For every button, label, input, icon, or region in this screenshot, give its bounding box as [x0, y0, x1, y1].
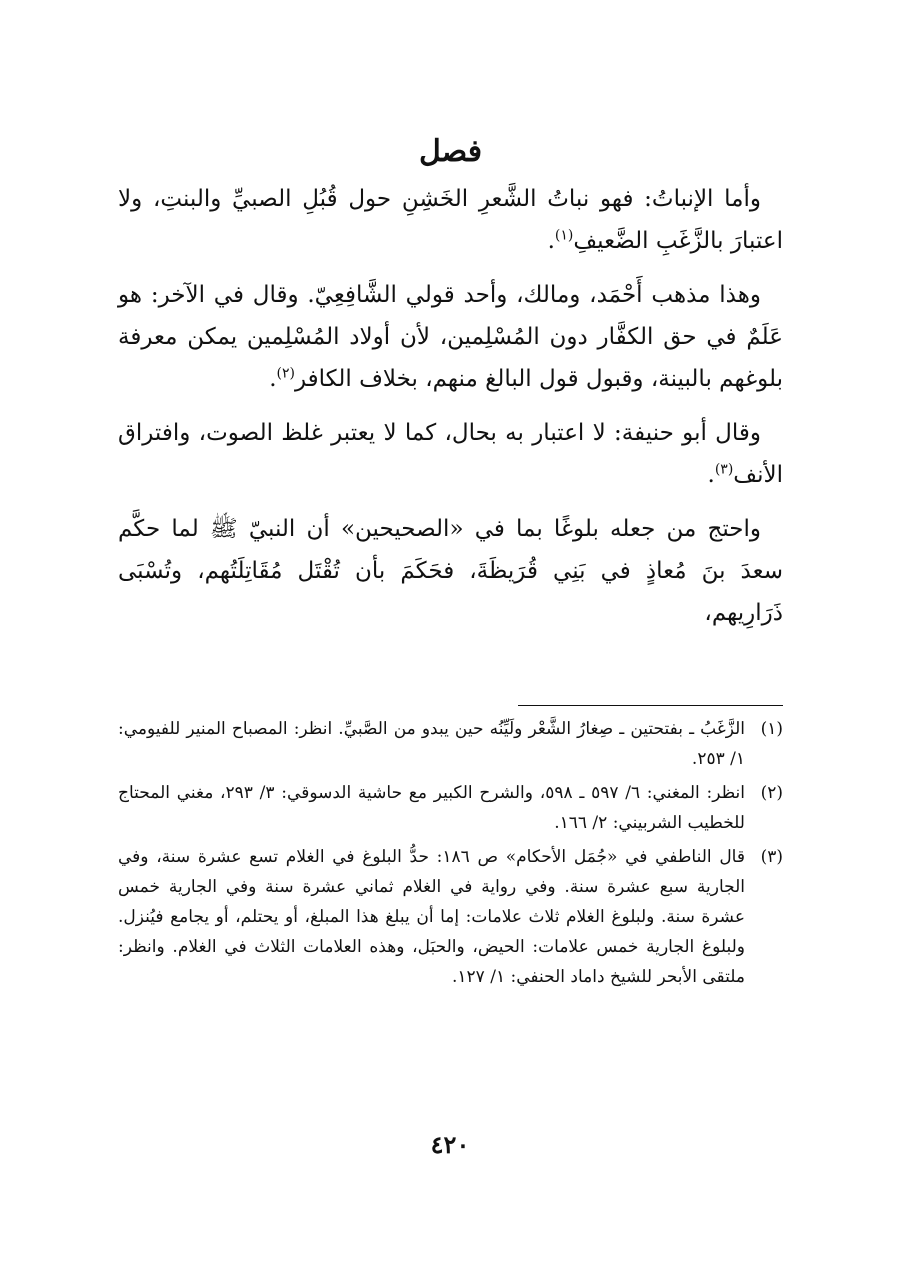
paragraph-end: . — [269, 366, 277, 392]
footnote-text: انظر: المغني: ٦/ ٥٩٧ ـ ٥٩٨، والشرح الكبير مع حاشية الدسوقي: ٣/ ٢٩٣، مغني المحتاج للخطيب الشربيني: ٢/ ١٦٦. — [118, 783, 746, 833]
section-heading: فصل — [418, 134, 483, 169]
paragraph-text: وهذا مذهب أَحْمَد، ومالك، وأحد قولي الشَّافِعِيّ. وقال في الآخر: هو عَلَمٌ في حق الكفَّار دون المُسْلِمين، لأن أولاد المُسْلِمين يمكن معرفة بلوغهم بالبينة، وقبول قول البالغ منهم، بخلاف الكافر — [118, 282, 783, 392]
footnote-text: قال الناطفي في «جُمَل الأحكام» ص ١٨٦: حدُّ البلوغ في الغلام تسع عشرة سنة، وفي الجارية سبع عشرة سنة. وفي رواية في الغلام ثماني عشرة سنة وفي الجارية خمس عشرة سنة. ولبلوغ الغلام ثلاث علامات: إما أن يبلغ هذا المبلغ، أو يحتلم، أو يجامع فيُنزل. ولبلوغ الجارية خمس علامات: الحيض، والحبَل، وهذه العلامات الثلاث في الغلام. وانظر: ملتقى الأبحر للشيخ داماد الحنفي: ١/ ١٢٧. — [118, 847, 745, 987]
paragraph-2 — [118, 274, 783, 400]
paragraph-end: . — [707, 462, 715, 488]
footnote-ref: (٣) — [714, 461, 734, 478]
paragraph-3 — [118, 412, 783, 496]
footnote-number: (٣) — [760, 847, 783, 867]
paragraph-end: . — [547, 228, 555, 254]
paragraph-text: وقال أبو حنيفة: لا اعتبار به بحال، كما لا يعتبر غلظ الصوت، وافتراق الأنف — [118, 420, 783, 488]
paragraph-1 — [118, 178, 783, 262]
footnote-text: الزَّغَبُ ـ بفتحتين ـ صِغارُ الشَّعْر ولَيِّنُه حين يبدو من الصَّبيِّ. انظر: المصباح المنير للفيومي: ١/ ٢٥٣. — [118, 719, 745, 769]
paragraph-text: وأما الإنباتُ: فهو نباتُ الشَّعرِ الخَشِنِ حول قُبُلِ الصبيِّ والبنتِ، ولا اعتبارَ بالزَّغَبِ الضَّعيفِ — [118, 186, 783, 254]
footnote-ref: (١) — [554, 227, 574, 244]
footnote-number: (١) — [760, 719, 783, 739]
footnote-ref: (٢) — [276, 365, 295, 382]
paragraph-text: واحتج من جعله بلوغًا بما في «الصحيحين» أن النبيّ ﷺ لما حكَّم سعدَ بنَ مُعاذٍ في بَنِي قُرَيظَةَ، فحَكَمَ بأن تُقْتَل مُقَاتِلَتُهم، وتُسْبَى ذَرَارِيهم، — [118, 516, 783, 626]
footnotes — [118, 714, 783, 996]
footnote-1 — [118, 714, 783, 774]
paragraph-4 — [118, 508, 783, 634]
footnote-3 — [118, 842, 783, 992]
footnote-separator — [518, 705, 783, 706]
footnote-number: (٢) — [760, 783, 783, 803]
footnote-2 — [118, 778, 783, 838]
page-number: ٤٢٠ — [430, 1130, 470, 1159]
main-text — [118, 130, 783, 646]
